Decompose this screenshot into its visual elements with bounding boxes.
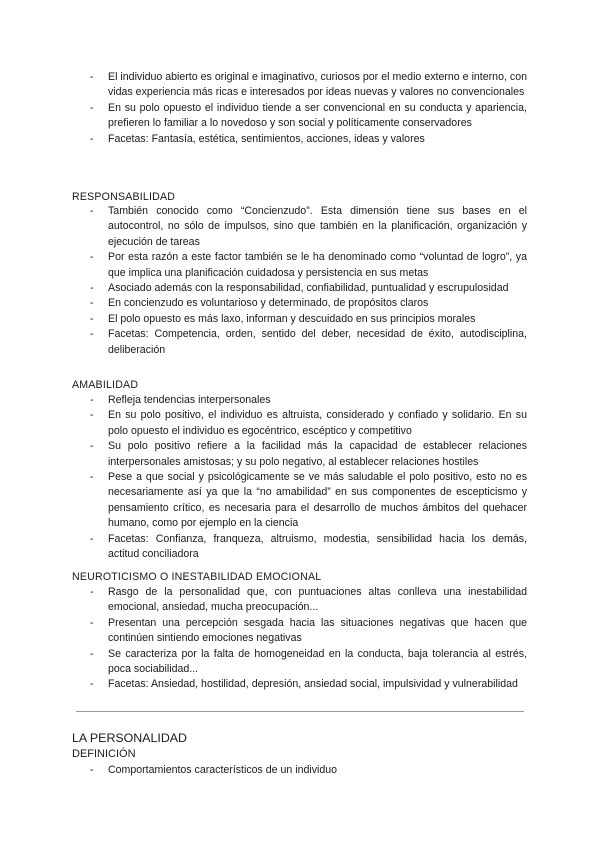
responsabilidad-list — [0, 204, 600, 358]
list-item: - Su polo positivo refiere a la facilidad más la capacidad de establecer relaciones interpersonales amistosas; y su polo negativo, al establecer relaciones hostiles — [90, 440, 527, 468]
amabilidad-list — [0, 393, 600, 562]
personalidad-title: LA PERSONALIDAD — [72, 731, 188, 745]
definicion-heading: DEFINICIÓN — [72, 748, 136, 760]
list-item: - Facetas: Competencia, orden, sentido del deber, necesidad de éxito, autodisciplina, deliberación — [90, 328, 527, 356]
list-item: - Comportamientos característicos de un individuo — [90, 764, 338, 776]
list-item: - El polo opuesto es más laxo, informan y descuidado en sus principios morales — [90, 312, 476, 325]
section-divider — [76, 711, 524, 712]
list-item: - Presentan una percepción sesgada hacia las situaciones negativas que hacen que continúen sintiendo emociones negativas — [90, 616, 527, 645]
list-item: - En su polo positivo, el individuo es altruista, considerado y confiado y solidario. En su polo opuesto el individuo es egocéntrico, escéptico y competitivo — [90, 409, 527, 437]
list-item: - En su polo opuesto el individuo tiende a ser convencional en su conducta y apariencia, prefieren lo familiar a lo novedoso y son social y políticamente conservadores — [90, 101, 527, 130]
responsabilidad-heading: RESPONSABILIDAD — [72, 191, 176, 203]
list-item: - Facetas: Ansiedad, hostilidad, depresión, ansiedad social, impulsividad y vulnerabilidad — [90, 678, 518, 691]
neuroticismo-heading: NEUROTICISMO O INESTABILIDAD EMOCIONAL — [72, 571, 322, 583]
neuroticismo-list — [0, 585, 600, 693]
list-item: - En concienzudo es voluntarioso y determinado, de propósitos claros — [90, 297, 429, 310]
definicion-list — [0, 763, 600, 778]
list-item: - Asociado además con la responsabilidad, confiabilidad, puntualidad y escrupulosidad — [90, 282, 509, 295]
list-item: - Se caracteriza por la falta de homogeneidad en la conducta, baja tolerancia al estrés, poca sociabilidad... — [90, 647, 527, 676]
list-item: - Facetas: Confianza, franqueza, altruismo, modestia, sensibilidad hacia los demás, actitud conciliadora — [90, 532, 527, 561]
list-item: - El individuo abierto es original e imaginativo, curiosos por el medio externo e interno, con vidas experiencia más ricas e interesados por ideas nuevas y valores no convencionales — [90, 71, 527, 99]
amabilidad-heading: AMABILIDAD — [72, 379, 139, 391]
list-item: - Rasgo de la personalidad que, con puntuaciones altas conlleva una inestabilidad emocional, ansiedad, mucha preocupación... — [90, 586, 527, 614]
list-item: - También conocido como “Concienzudo”. Esta dimensión tiene sus bases en el autocontrol, no sólo de impulsos, sino que también en la planificación, organización y ejecución de tareas — [90, 205, 527, 248]
list-item: - Facetas: Fantasía, estética, sentimientos, acciones, ideas y valores — [90, 132, 425, 145]
list-item: - Por esta razón a este factor también se le ha denominado como “voluntad de logro”, ya que implica una planificación cuidadosa y persistencia en sus metas — [90, 251, 527, 279]
apertura-list — [0, 70, 600, 147]
list-item: - Refleja tendencias interpersonales — [90, 394, 271, 406]
list-item: - Pese a que social y psicológicamente se ve más saludable el polo positivo, esto no es necesariamente así ya que la “no amabilidad” en sus componentes de escepticismo y pensamiento crítico, es necesaria para el desarrollo de muchos ámbitos del quehacer humano, como por ejemplo en la ciencia — [90, 471, 527, 530]
